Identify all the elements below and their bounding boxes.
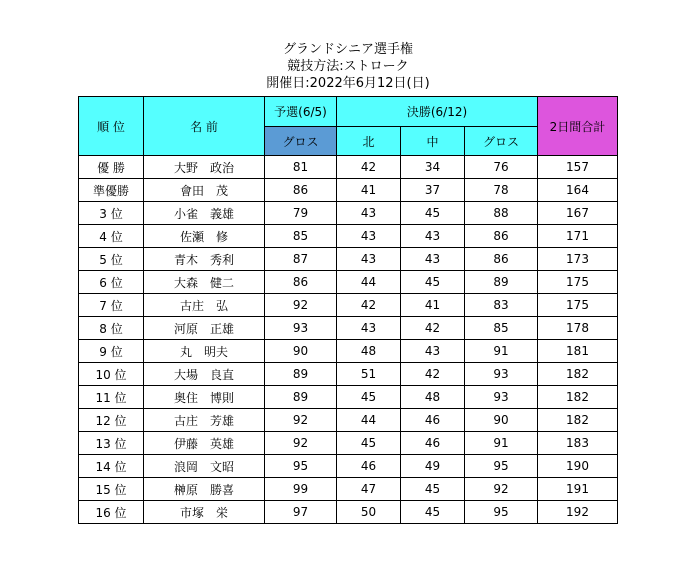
prelim-gross-cell: 99	[265, 478, 337, 501]
prelim-gross-cell: 85	[265, 225, 337, 248]
final-header: 決勝(6/12)	[337, 97, 538, 127]
total-cell: 192	[538, 501, 618, 524]
name-cell: 大野 政治	[144, 156, 265, 179]
north-cell: 50	[337, 501, 401, 524]
results-table	[78, 96, 618, 524]
middle-cell: 46	[401, 432, 465, 455]
rank-cell: 11 位	[79, 386, 144, 409]
rank-cell: 15 位	[79, 478, 144, 501]
name-cell: 奥住 博則	[144, 386, 265, 409]
name-cell: 古庄 芳雄	[144, 409, 265, 432]
competition-method: 競技方法:ストローク	[287, 59, 409, 74]
middle-cell: 45	[401, 202, 465, 225]
rank-cell: 3 位	[79, 202, 144, 225]
prelim-gross-cell: 95	[265, 455, 337, 478]
middle-cell: 41	[401, 294, 465, 317]
middle-cell: 43	[401, 225, 465, 248]
table-row	[79, 386, 618, 409]
prelim-header: 予選(6/5)	[265, 97, 337, 127]
total-cell: 167	[538, 202, 618, 225]
north-cell: 42	[337, 294, 401, 317]
final-gross-cell: 90	[465, 409, 538, 432]
final-gross-cell: 89	[465, 271, 538, 294]
header-row	[79, 97, 618, 127]
prelim-gross-cell: 89	[265, 363, 337, 386]
middle-cell: 37	[401, 179, 465, 202]
table-row	[79, 271, 618, 294]
final-gross-cell: 93	[465, 363, 538, 386]
table-row	[79, 202, 618, 225]
total-cell: 182	[538, 409, 618, 432]
prelim-gross-cell: 79	[265, 202, 337, 225]
total-cell: 171	[538, 225, 618, 248]
name-cell: 會田 茂	[144, 179, 265, 202]
prelim-gross-cell: 92	[265, 409, 337, 432]
prelim-gross-cell: 87	[265, 248, 337, 271]
final-gross-cell: 93	[465, 386, 538, 409]
north-cell: 42	[337, 156, 401, 179]
middle-cell: 49	[401, 455, 465, 478]
table-row	[79, 455, 618, 478]
table-row	[79, 478, 618, 501]
rank-cell: 7 位	[79, 294, 144, 317]
tournament-title: グランドシニア選手権	[282, 42, 413, 57]
name-cell: 市塚 栄	[144, 501, 265, 524]
rank-cell: 6 位	[79, 271, 144, 294]
north-cell: 43	[337, 202, 401, 225]
final-gross-cell: 88	[465, 202, 538, 225]
final-gross-cell: 91	[465, 340, 538, 363]
rank-cell: 12 位	[79, 409, 144, 432]
north-cell: 43	[337, 317, 401, 340]
total-cell: 190	[538, 455, 618, 478]
name-cell: 伊藤 英雄	[144, 432, 265, 455]
rank-cell: 16 位	[79, 501, 144, 524]
final-gross-cell: 78	[465, 179, 538, 202]
middle-cell: 42	[401, 317, 465, 340]
total-cell: 175	[538, 271, 618, 294]
north-cell: 43	[337, 248, 401, 271]
final-gross-cell: 95	[465, 501, 538, 524]
name-cell: 小雀 義雄	[144, 202, 265, 225]
total-cell: 178	[538, 317, 618, 340]
name-cell: 大場 良直	[144, 363, 265, 386]
middle-cell: 45	[401, 501, 465, 524]
table-row	[79, 501, 618, 524]
rank-cell: 13 位	[79, 432, 144, 455]
prelim-gross-header: グロス	[265, 127, 337, 156]
final-gross-cell: 86	[465, 248, 538, 271]
prelim-gross-cell: 86	[265, 179, 337, 202]
rank-cell: 8 位	[79, 317, 144, 340]
name-cell: 佐瀬 修	[144, 225, 265, 248]
total-cell: 191	[538, 478, 618, 501]
final-gross-cell: 91	[465, 432, 538, 455]
north-cell: 43	[337, 225, 401, 248]
table-row	[79, 340, 618, 363]
table-row	[79, 363, 618, 386]
middle-cell: 46	[401, 409, 465, 432]
final-gross-header: グロス	[465, 127, 538, 156]
table-row	[79, 225, 618, 248]
name-cell: 青木 秀利	[144, 248, 265, 271]
rank-header: 順 位	[79, 97, 144, 156]
middle-cell: 48	[401, 386, 465, 409]
total-cell: 182	[538, 386, 618, 409]
north-cell: 44	[337, 409, 401, 432]
table-row	[79, 317, 618, 340]
prelim-gross-cell: 97	[265, 501, 337, 524]
total-cell: 181	[538, 340, 618, 363]
table-row	[79, 156, 618, 179]
name-header: 名 前	[144, 97, 265, 156]
north-cell: 41	[337, 179, 401, 202]
final-gross-cell: 76	[465, 156, 538, 179]
north-cell: 47	[337, 478, 401, 501]
rank-cell: 準優勝	[79, 179, 144, 202]
rank-cell: 9 位	[79, 340, 144, 363]
rank-cell: 4 位	[79, 225, 144, 248]
total-cell: 173	[538, 248, 618, 271]
prelim-gross-cell: 93	[265, 317, 337, 340]
name-cell: 榊原 勝喜	[144, 478, 265, 501]
name-cell: 丸 明夫	[144, 340, 265, 363]
total-header: 2日間合計	[538, 97, 618, 156]
prelim-gross-cell: 86	[265, 271, 337, 294]
final-gross-cell: 86	[465, 225, 538, 248]
middle-cell: 43	[401, 248, 465, 271]
total-cell: 182	[538, 363, 618, 386]
total-cell: 175	[538, 294, 618, 317]
name-cell: 河原 正雄	[144, 317, 265, 340]
total-cell: 157	[538, 156, 618, 179]
table-row	[79, 248, 618, 271]
middle-cell: 42	[401, 363, 465, 386]
final-gross-cell: 85	[465, 317, 538, 340]
north-cell: 45	[337, 432, 401, 455]
prelim-gross-cell: 81	[265, 156, 337, 179]
final-gross-cell: 83	[465, 294, 538, 317]
north-cell: 45	[337, 386, 401, 409]
title-block	[0, 41, 696, 92]
middle-cell: 34	[401, 156, 465, 179]
north-header: 北	[337, 127, 401, 156]
north-cell: 46	[337, 455, 401, 478]
table-row	[79, 179, 618, 202]
middle-header: 中	[401, 127, 465, 156]
prelim-gross-cell: 92	[265, 294, 337, 317]
north-cell: 51	[337, 363, 401, 386]
middle-cell: 45	[401, 478, 465, 501]
rank-cell: 優 勝	[79, 156, 144, 179]
rank-cell: 10 位	[79, 363, 144, 386]
table-row	[79, 432, 618, 455]
north-cell: 44	[337, 271, 401, 294]
name-cell: 浪岡 文昭	[144, 455, 265, 478]
total-cell: 183	[538, 432, 618, 455]
total-cell: 164	[538, 179, 618, 202]
name-cell: 大森 健二	[144, 271, 265, 294]
rank-cell: 14 位	[79, 455, 144, 478]
event-date: 開催日:2022年6月12日(日)	[266, 76, 430, 91]
north-cell: 48	[337, 340, 401, 363]
middle-cell: 45	[401, 271, 465, 294]
middle-cell: 43	[401, 340, 465, 363]
table-row	[79, 294, 618, 317]
prelim-gross-cell: 90	[265, 340, 337, 363]
prelim-gross-cell: 92	[265, 432, 337, 455]
rank-cell: 5 位	[79, 248, 144, 271]
final-gross-cell: 92	[465, 478, 538, 501]
name-cell: 古庄 弘	[144, 294, 265, 317]
final-gross-cell: 95	[465, 455, 538, 478]
table-row	[79, 409, 618, 432]
prelim-gross-cell: 89	[265, 386, 337, 409]
